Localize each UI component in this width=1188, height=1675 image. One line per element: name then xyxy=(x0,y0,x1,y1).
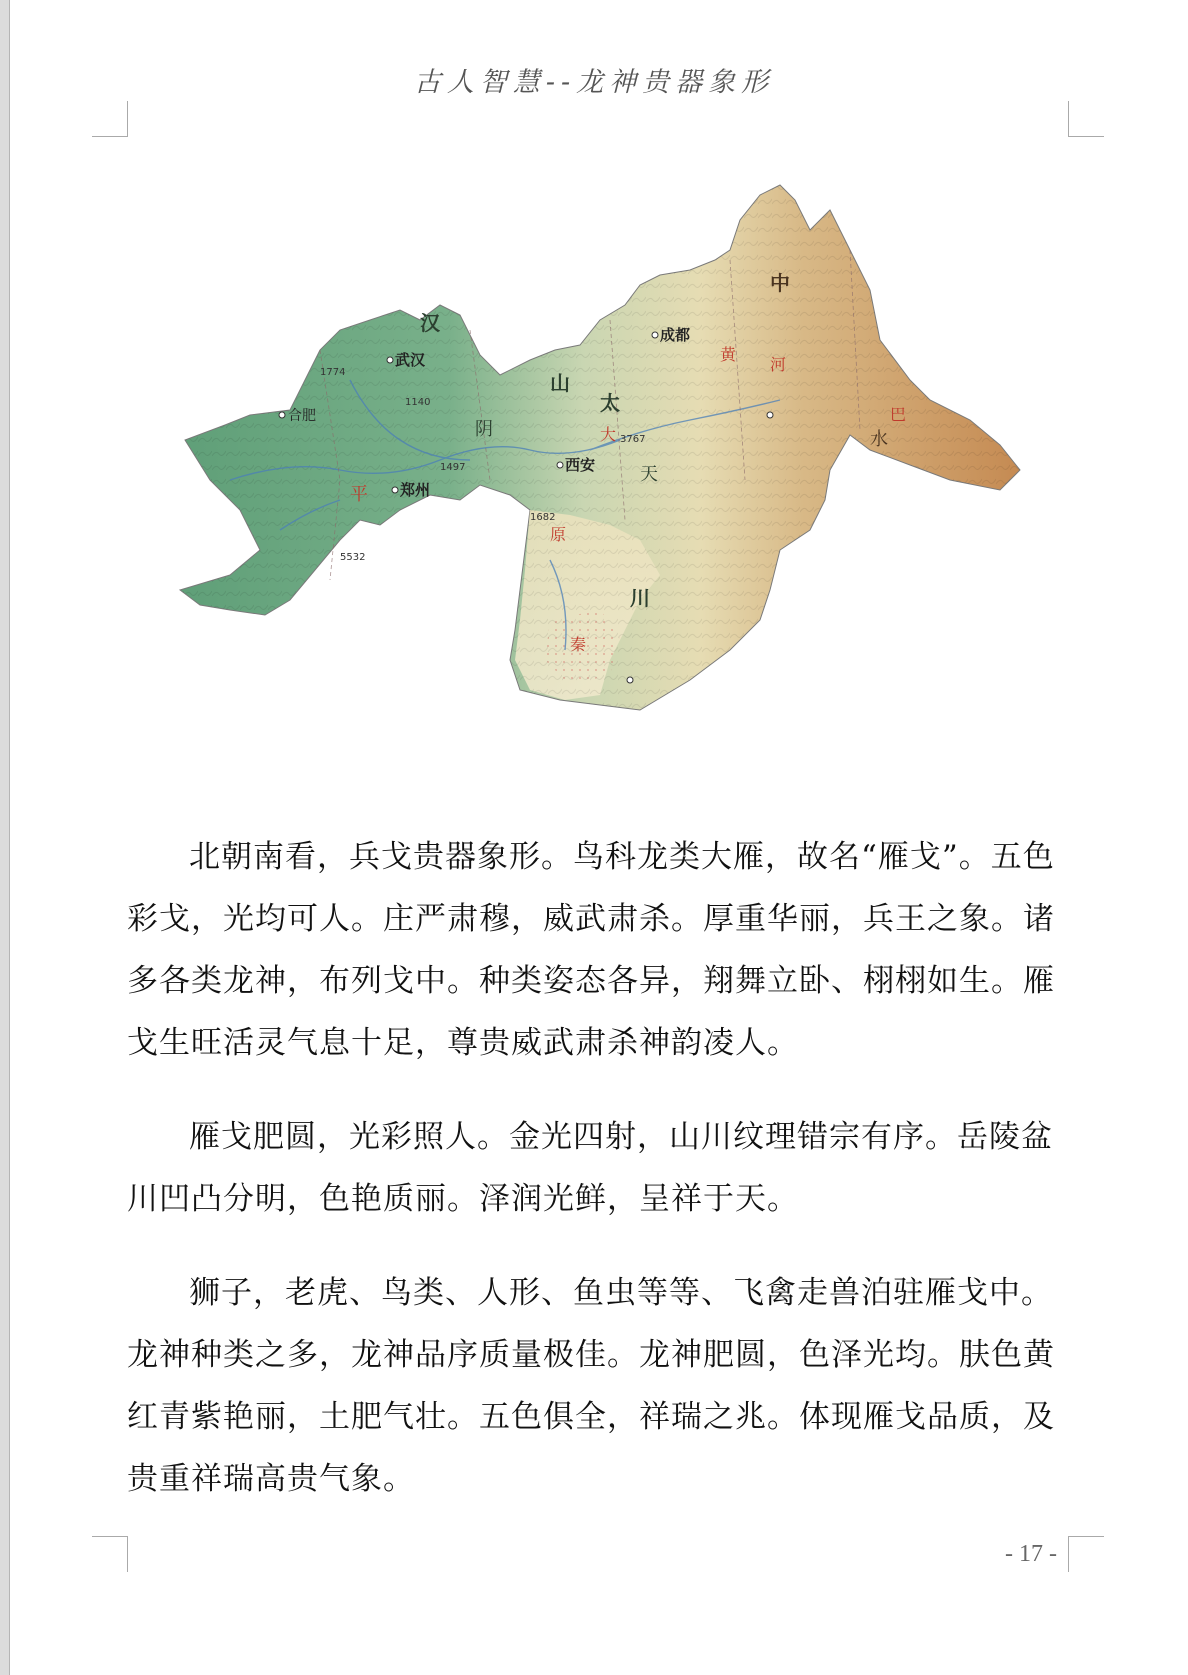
crop-mark xyxy=(1068,1536,1104,1537)
map-label: 汉 xyxy=(420,311,440,335)
crop-mark xyxy=(1068,101,1069,137)
map-label: 武汉 xyxy=(395,351,426,369)
paragraph-1: 北朝南看，兵戈贵器象形。鸟科龙类大雁，故名“雁戈”。五色彩戈，光均可人。庄严肃穆，威武肃杀。厚重华丽，兵王之象。诸多各类龙神，布列戈中。种类姿态各异，翔舞立卧、栩栩如生。雁戈生旺活灵气息十足，尊贵威武肃杀神韵凌人。 xyxy=(127,839,1055,1061)
map-label: 山 xyxy=(550,371,570,395)
map-label: 水 xyxy=(870,429,888,450)
map-label: 1497 xyxy=(440,462,466,473)
page-header: 古人智慧--龙神贵器象形 xyxy=(413,67,775,98)
relief-map xyxy=(170,180,1080,780)
map-label: 阴 xyxy=(475,419,493,440)
map-label: 1774 xyxy=(320,367,346,378)
crop-mark xyxy=(1068,136,1104,137)
crop-mark xyxy=(92,136,128,137)
map-label: 平 xyxy=(350,484,368,505)
paragraph-3: 狮子，老虎、鸟类、人形、鱼虫等等、飞禽走兽泊驻雁戈中。龙神种类之多，龙神品序质量极佳。龙神肥圆，色泽光均。肤色黄红青紫艳丽，土肥气壮。五色俱全，祥瑞之兆。体现雁戈品质，及贵重祥瑞高贵气象。 xyxy=(127,1275,1055,1497)
map-label: 黄 xyxy=(720,345,737,364)
page-frame xyxy=(0,0,9,1675)
map-label: 天 xyxy=(640,464,658,485)
crop-mark xyxy=(127,101,128,137)
crop-mark xyxy=(127,1536,128,1572)
map-label: 秦 xyxy=(570,635,587,654)
map-label: 成都 xyxy=(660,326,691,344)
page-frame-line xyxy=(9,0,10,1675)
map-label: 巴 xyxy=(890,405,907,424)
map-label: 郑州 xyxy=(400,481,431,499)
crop-mark xyxy=(92,1536,128,1537)
map-label: 大 xyxy=(600,425,617,444)
crop-mark xyxy=(1068,1536,1069,1572)
map-label: 河 xyxy=(770,355,787,374)
map-label: 原 xyxy=(550,525,567,544)
map-label: 中 xyxy=(770,271,790,295)
map-label: 3767 xyxy=(620,434,646,445)
page-number: - 17 - xyxy=(1005,1541,1057,1567)
map-label: 1682 xyxy=(530,512,556,523)
map-label: 1140 xyxy=(405,397,431,408)
paragraph-2: 雁戈肥圆，光彩照人。金光四射，山川纹理错宗有序。岳陵盆川凹凸分明，色艳质丽。泽润光鲜，呈祥于天。 xyxy=(127,1119,1053,1217)
map-label: 5532 xyxy=(340,552,366,563)
map-label: 合肥 xyxy=(288,408,316,424)
map-label: 太 xyxy=(600,391,620,415)
map-label: 西安 xyxy=(565,456,596,474)
map-label: 川 xyxy=(630,586,650,610)
